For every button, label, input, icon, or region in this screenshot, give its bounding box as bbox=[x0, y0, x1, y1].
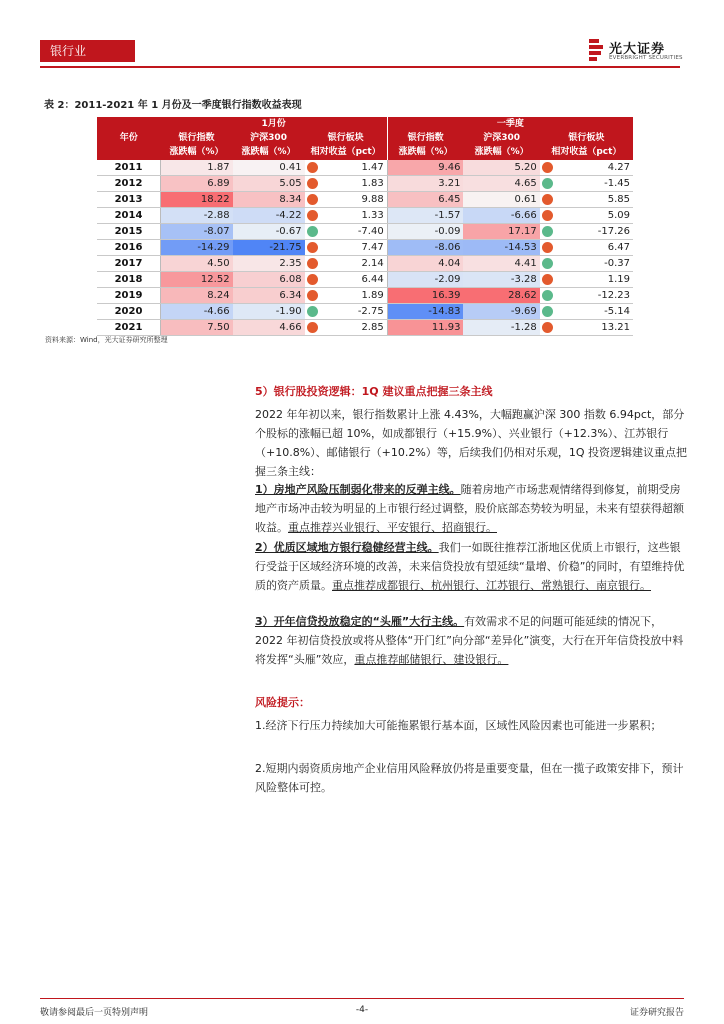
relative-return-indicator-icon bbox=[307, 290, 318, 301]
year-cell bbox=[97, 240, 161, 256]
cell-text: 1.87 bbox=[207, 162, 230, 173]
jan-bank-value bbox=[161, 192, 233, 208]
cell-text: 11.93 bbox=[431, 322, 461, 333]
jan-hs-value bbox=[233, 176, 305, 192]
table-row bbox=[97, 160, 633, 176]
relative-return-indicator-icon bbox=[307, 226, 318, 237]
thesis-1-body: 随着房地产市场悲观情绪得到修复，前期受房地产市场冲击较为明显的上市银行经过调整，股价底部态势较为明显，未来有望获得超额收益。 bbox=[255, 483, 684, 534]
cell-text: -4.66 bbox=[203, 306, 230, 317]
cell-text: -2.75 bbox=[357, 306, 384, 317]
q1-hs-value bbox=[463, 272, 539, 288]
cell-text: 1.83 bbox=[361, 178, 384, 189]
page-number: -4- bbox=[355, 1005, 369, 1015]
cell-text: 2017 bbox=[114, 258, 143, 269]
cell-text: 2011 bbox=[114, 162, 143, 173]
cell-text: -9.69 bbox=[510, 306, 537, 317]
cell-text: 6.47 bbox=[607, 242, 630, 253]
cell-text: 4.27 bbox=[607, 162, 630, 173]
year-cell bbox=[97, 160, 161, 176]
jan-hs-value bbox=[233, 320, 305, 336]
cell-text: 6.89 bbox=[207, 178, 230, 189]
table-row bbox=[97, 272, 633, 288]
cell-text: 4.50 bbox=[207, 258, 230, 269]
cell-text: -3.28 bbox=[510, 274, 537, 285]
q1-hs-value bbox=[463, 288, 539, 304]
table-row bbox=[97, 224, 633, 240]
jan-hs-value bbox=[233, 240, 305, 256]
cell-text: -21.75 bbox=[269, 242, 302, 253]
cell-text: 4.66 bbox=[279, 322, 302, 333]
cell-text: -12.23 bbox=[597, 290, 630, 301]
jan-hs-header: 沪深300 bbox=[233, 131, 305, 145]
cell-text: -8.06 bbox=[434, 242, 461, 253]
q1-bank-header: 银行指数 bbox=[387, 131, 463, 145]
q1-rel-value bbox=[540, 208, 633, 224]
cell-text: 2014 bbox=[114, 210, 143, 221]
year-cell bbox=[97, 208, 161, 224]
jan-bank-value bbox=[161, 304, 233, 320]
jan-rel-value bbox=[305, 160, 388, 176]
thesis-3 bbox=[255, 612, 689, 669]
cell-text: 7.50 bbox=[207, 322, 230, 333]
jan-bank-value bbox=[161, 160, 233, 176]
cell-text: 2021 bbox=[114, 322, 143, 333]
cell-text: 4.65 bbox=[514, 178, 537, 189]
cell-text: -1.45 bbox=[604, 178, 630, 189]
relative-return-indicator-icon bbox=[307, 306, 318, 317]
q1-bank-value bbox=[387, 224, 463, 240]
cell-text: 1.47 bbox=[361, 162, 384, 173]
table-row bbox=[97, 176, 633, 192]
cell-text: -4.22 bbox=[275, 210, 302, 221]
cell-text: 2015 bbox=[114, 226, 143, 237]
table-row bbox=[97, 320, 633, 336]
section-title: 5）银行股投资逻辑：1Q 建议重点把握三条主线 bbox=[255, 385, 493, 398]
q1-bank-value bbox=[387, 240, 463, 256]
section-intro: 2022 年年初以来，银行指数累计上涨 4.43%，大幅跑赢沪深 300 指数 6.94pct，部分个股标的涨幅已超 10%，如成都银行（+15.9%）、兴业银行（+12.3%）、江苏银行（+10.8%）、邮储银行（+10.2%）等，后续我们仍相对乐观，1Q 投资逻辑建议重点把握三条主线： bbox=[255, 408, 687, 478]
q1-hs-subheader: 涨跌幅（%） bbox=[463, 145, 539, 160]
cell-text: 8.24 bbox=[207, 290, 230, 301]
jan-rel-value bbox=[305, 272, 388, 288]
relative-return-indicator-icon bbox=[542, 258, 553, 269]
cell-text: 6.08 bbox=[279, 274, 302, 285]
cell-text: -14.53 bbox=[504, 242, 537, 253]
cell-text: 6.34 bbox=[279, 290, 302, 301]
q1-bank-value bbox=[387, 272, 463, 288]
year-cell bbox=[97, 272, 161, 288]
relative-return-indicator-icon bbox=[307, 210, 318, 221]
jan-hs-subheader: 涨跌幅（%） bbox=[233, 145, 305, 160]
relative-return-indicator-icon bbox=[307, 162, 318, 173]
q1-hs-value bbox=[463, 224, 539, 240]
jan-hs-value bbox=[233, 208, 305, 224]
cell-text: -14.29 bbox=[197, 242, 230, 253]
q1-bank-value bbox=[387, 320, 463, 336]
footer-report-type: 证券研究报告 bbox=[629, 1008, 684, 1018]
company-logo bbox=[589, 37, 689, 67]
logo-english-name: EVERBRIGHT SECURITIES bbox=[609, 55, 683, 61]
cell-text: -7.40 bbox=[357, 226, 384, 237]
jan-bank-value bbox=[161, 288, 233, 304]
jan-hs-value bbox=[233, 192, 305, 208]
table-row bbox=[97, 192, 633, 208]
q1-hs-value bbox=[463, 208, 539, 224]
relative-return-indicator-icon bbox=[542, 178, 553, 189]
relative-return-indicator-icon bbox=[542, 290, 553, 301]
cell-text: 2.35 bbox=[279, 258, 302, 269]
q1-rel-header: 银行板块 bbox=[540, 131, 633, 145]
jan-rel-value bbox=[305, 320, 388, 336]
risk-title: 风险提示： bbox=[255, 696, 310, 709]
cell-text: 12.52 bbox=[200, 274, 230, 285]
table-row bbox=[97, 256, 633, 272]
q1-hs-value bbox=[463, 176, 539, 192]
q1-hs-value bbox=[463, 160, 539, 176]
q1-bank-value bbox=[387, 208, 463, 224]
footer-disclaimer: 敬请参阅最后一页特别声明 bbox=[40, 1008, 149, 1018]
jan-hs-value bbox=[233, 272, 305, 288]
thesis-2-recommendation: 重点推荐成都银行、杭州银行、江苏银行、常熟银行、南京银行。 bbox=[332, 579, 651, 592]
cell-text: 1.89 bbox=[361, 290, 384, 301]
jan-bank-value bbox=[161, 240, 233, 256]
q1-hs-value bbox=[463, 192, 539, 208]
relative-return-indicator-icon bbox=[307, 242, 318, 253]
cell-text: 2018 bbox=[114, 274, 143, 285]
logo-mark-icon bbox=[589, 39, 604, 61]
q1-bank-value bbox=[387, 256, 463, 272]
q1-hs-header: 沪深300 bbox=[463, 131, 539, 145]
jan-rel-value bbox=[305, 240, 388, 256]
q1-hs-value bbox=[463, 240, 539, 256]
year-cell bbox=[97, 304, 161, 320]
year-cell bbox=[97, 320, 161, 336]
jan-bank-value bbox=[161, 272, 233, 288]
cell-text: -0.37 bbox=[604, 258, 630, 269]
jan-rel-value bbox=[305, 304, 388, 320]
jan-bank-value bbox=[161, 256, 233, 272]
thesis-2 bbox=[255, 538, 689, 595]
cell-text: -1.28 bbox=[510, 322, 537, 333]
cell-text: 2.14 bbox=[361, 258, 384, 269]
thesis-1-heading: 1）房地产风险压制弱化带来的反弹主线。 bbox=[255, 483, 461, 496]
jan-rel-value bbox=[305, 256, 388, 272]
cell-text: 1.19 bbox=[607, 274, 630, 285]
cell-text: 4.04 bbox=[438, 258, 461, 269]
relative-return-indicator-icon bbox=[542, 274, 553, 285]
cell-text: 6.45 bbox=[438, 194, 461, 205]
cell-text: 6.44 bbox=[361, 274, 384, 285]
cell-text: 2013 bbox=[114, 194, 143, 205]
cell-text: -6.66 bbox=[510, 210, 537, 221]
cell-text: -2.88 bbox=[203, 210, 230, 221]
jan-hs-value bbox=[233, 256, 305, 272]
relative-return-indicator-icon bbox=[542, 210, 553, 221]
cell-text: 0.61 bbox=[514, 194, 537, 205]
thesis-1-recommendation: 重点推荐兴业银行、平安银行、招商银行。 bbox=[288, 521, 497, 534]
cell-text: 5.20 bbox=[514, 162, 537, 173]
risk-item-1: 1.经济下行压力持续加大可能拖累银行基本面，区域性风险因素也可能进一步累积； bbox=[255, 719, 662, 732]
thesis-3-heading: 3）开年信贷投放稳定的“头雁”大行主线。 bbox=[255, 615, 465, 628]
cell-text: -2.09 bbox=[434, 274, 461, 285]
table-row bbox=[97, 288, 633, 304]
thesis-3-recommendation: 重点推荐邮储银行、建设银行。 bbox=[354, 653, 509, 666]
jan-bank-value bbox=[161, 208, 233, 224]
q1-rel-subheader: 相对收益（pct） bbox=[540, 145, 633, 160]
relative-return-indicator-icon bbox=[307, 194, 318, 205]
jan-bank-subheader: 涨跌幅（%） bbox=[161, 145, 233, 160]
cell-text: 4.41 bbox=[514, 258, 537, 269]
jan-rel-value bbox=[305, 176, 388, 192]
relative-return-indicator-icon bbox=[307, 274, 318, 285]
relative-return-indicator-icon bbox=[307, 258, 318, 269]
header-divider bbox=[40, 66, 680, 68]
cell-text: 2012 bbox=[114, 178, 143, 189]
q1-bank-subheader: 涨跌幅（%） bbox=[387, 145, 463, 160]
year-cell bbox=[97, 256, 161, 272]
cell-text: -0.67 bbox=[275, 226, 302, 237]
table-row bbox=[97, 240, 633, 256]
cell-text: 13.21 bbox=[601, 322, 630, 333]
table-source: 资料来源：Wind，光大证券研究所整理 bbox=[45, 336, 168, 344]
relative-return-indicator-icon bbox=[542, 306, 553, 317]
cell-text: 2016 bbox=[114, 242, 143, 253]
jan-bank-value bbox=[161, 176, 233, 192]
q1-rel-value bbox=[540, 304, 633, 320]
cell-text: 5.09 bbox=[607, 210, 630, 221]
q1-rel-value bbox=[540, 272, 633, 288]
jan-rel-value bbox=[305, 224, 388, 240]
thesis-2-body: 我们一如既往推荐江浙地区优质上市银行，这些银行受益于区域经济环境的改善，未来信贷投放有望延续“量增、价稳”的同时，有望维持优质的资产质量。 bbox=[255, 541, 685, 592]
jan-group-header: 1月份 bbox=[161, 117, 388, 131]
cell-text: 7.47 bbox=[361, 242, 384, 253]
cell-text: -14.83 bbox=[428, 306, 461, 317]
cell-text: -1.90 bbox=[275, 306, 302, 317]
cell-text: 2020 bbox=[114, 306, 143, 317]
thesis-1 bbox=[255, 480, 689, 537]
jan-rel-value bbox=[305, 208, 388, 224]
jan-hs-value bbox=[233, 160, 305, 176]
cell-text: 0.41 bbox=[279, 162, 302, 173]
cell-text: -8.07 bbox=[203, 226, 230, 237]
relative-return-indicator-icon bbox=[307, 322, 318, 333]
q1-group-header: 一季度 bbox=[387, 117, 633, 131]
relative-return-indicator-icon bbox=[542, 194, 553, 205]
thesis-2-heading: 2）优质区域地方银行稳健经营主线。 bbox=[255, 541, 439, 554]
cell-text: -1.57 bbox=[434, 210, 461, 221]
cell-text: 9.46 bbox=[438, 162, 461, 173]
cell-text: 16.39 bbox=[431, 290, 461, 301]
jan-rel-header: 银行板块 bbox=[305, 131, 388, 145]
q1-bank-value bbox=[387, 192, 463, 208]
table-row bbox=[97, 208, 633, 224]
q1-rel-value bbox=[540, 240, 633, 256]
q1-rel-value bbox=[540, 320, 633, 336]
q1-bank-value bbox=[387, 288, 463, 304]
q1-bank-value bbox=[387, 304, 463, 320]
jan-hs-value bbox=[233, 304, 305, 320]
relative-return-indicator-icon bbox=[542, 162, 553, 173]
jan-bank-value bbox=[161, 224, 233, 240]
jan-bank-header: 银行指数 bbox=[161, 131, 233, 145]
cell-text: 5.85 bbox=[607, 194, 630, 205]
cell-text: 17.17 bbox=[508, 226, 537, 237]
relative-return-indicator-icon bbox=[542, 242, 553, 253]
relative-return-indicator-icon bbox=[307, 178, 318, 189]
cell-text: 9.88 bbox=[361, 194, 384, 205]
year-cell bbox=[97, 288, 161, 304]
q1-rel-value bbox=[540, 192, 633, 208]
year-header: 年份 bbox=[97, 117, 161, 160]
q1-rel-value bbox=[540, 160, 633, 176]
jan-hs-value bbox=[233, 288, 305, 304]
cell-text: 18.22 bbox=[200, 194, 230, 205]
cell-text: 28.62 bbox=[508, 290, 537, 301]
cell-text: -17.26 bbox=[597, 226, 630, 237]
year-cell bbox=[97, 176, 161, 192]
q1-rel-value bbox=[540, 256, 633, 272]
jan-hs-value bbox=[233, 224, 305, 240]
relative-return-indicator-icon bbox=[542, 322, 553, 333]
cell-text: 1.33 bbox=[361, 210, 384, 221]
cell-text: 3.21 bbox=[438, 178, 461, 189]
jan-rel-value bbox=[305, 288, 388, 304]
jan-rel-value bbox=[305, 192, 388, 208]
q1-rel-value bbox=[540, 176, 633, 192]
cell-text: -5.14 bbox=[604, 306, 630, 317]
sector-tag: 银行业 bbox=[40, 40, 135, 62]
relative-return-indicator-icon bbox=[542, 226, 553, 237]
jan-rel-subheader: 相对收益（pct） bbox=[305, 145, 388, 160]
q1-bank-value bbox=[387, 176, 463, 192]
thesis-3-body: 有效需求不足的问题可能延续的情况下，2022 年初信贷投放或将从整体“开门红”向分部“差异化”演变，大行在开年信贷投放中料将发挥“头雁”效应， bbox=[255, 615, 684, 666]
year-cell bbox=[97, 224, 161, 240]
q1-rel-value bbox=[540, 224, 633, 240]
q1-bank-value bbox=[387, 160, 463, 176]
table-row bbox=[97, 304, 633, 320]
q1-hs-value bbox=[463, 304, 539, 320]
cell-text: -0.09 bbox=[434, 226, 461, 237]
cell-text: 5.05 bbox=[279, 178, 302, 189]
year-cell bbox=[97, 192, 161, 208]
logo-chinese-name: 光大证券 bbox=[609, 42, 666, 57]
jan-bank-value bbox=[161, 320, 233, 336]
cell-text: 2019 bbox=[114, 290, 143, 301]
table-title: 表 2：2011-2021 年 1 月份及一季度银行指数收益表现 bbox=[44, 100, 302, 111]
q1-hs-value bbox=[463, 320, 539, 336]
cell-text: 2.85 bbox=[361, 322, 384, 333]
q1-hs-value bbox=[463, 256, 539, 272]
footer-divider bbox=[40, 998, 684, 999]
q1-rel-value bbox=[540, 288, 633, 304]
bank-index-table bbox=[97, 117, 633, 336]
risk-item-2: 2.短期内弱资质房地产企业信用风险释放仍将是重要变量，但在一揽子政策安排下，预计风险整体可控。 bbox=[255, 762, 684, 794]
cell-text: 8.34 bbox=[279, 194, 302, 205]
